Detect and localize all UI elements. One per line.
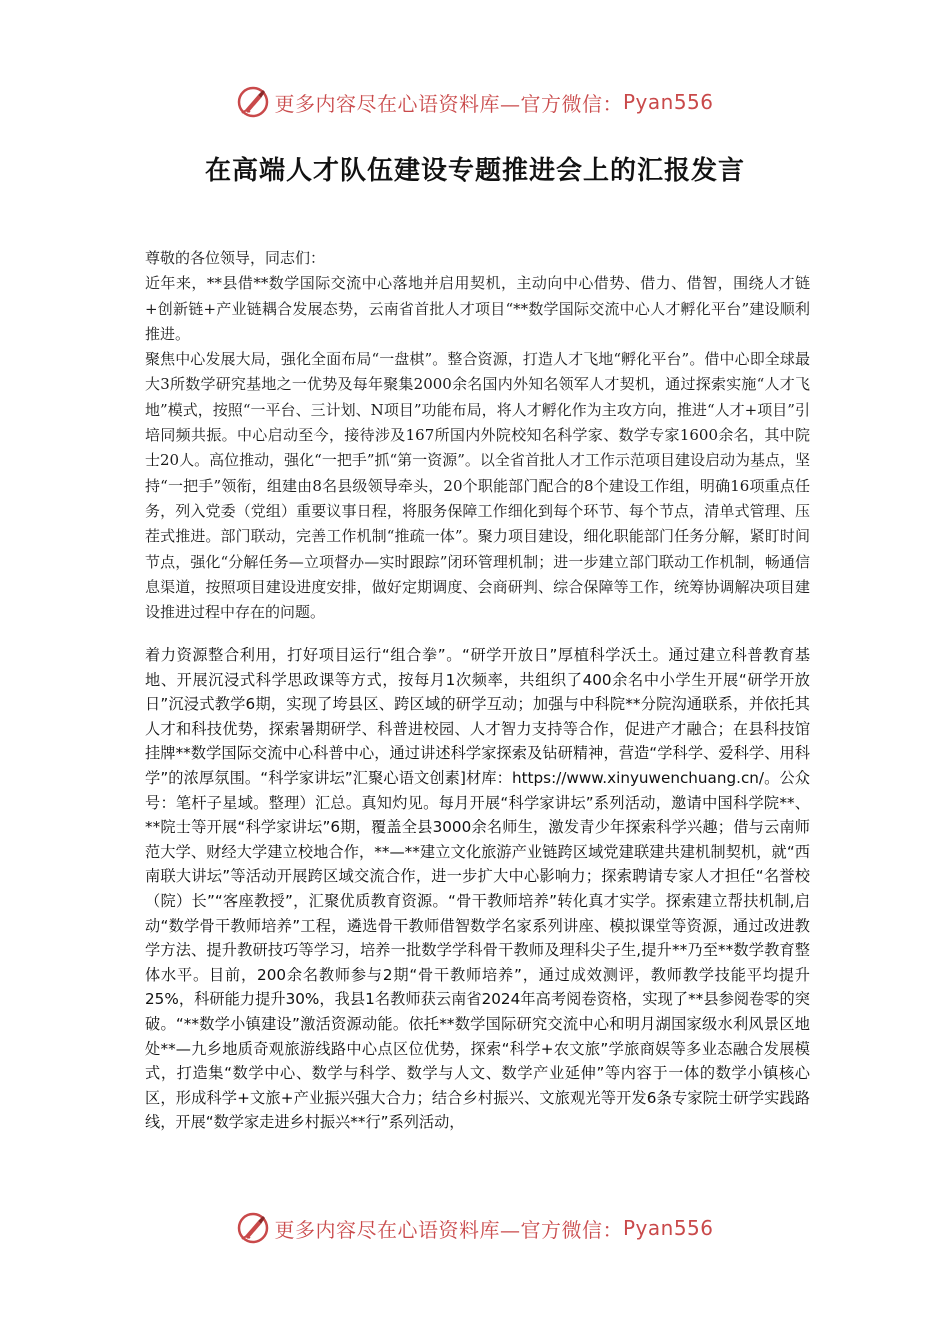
banner-text: 更多内容尽在心语资料库—官方微信： [274, 91, 623, 116]
paragraph-resources: 着力资源整合利用，打好项目运行“组合拳”。“研学开放日”厚植科学沃土。通过建立科普教育基地、开展沉浸式科学思政课等方式，按每月1次频率，共组织了400余名中小学生开展“研学开放日”沉浸式教学6期，实现了垮县区、跨区域的研学互动；加强与中科院**分院沟通联系，并依托其人才和科技优势，探索暑期研学、科普进校园、人才智力支持等合作，促进产才融合；在县科技馆挂牌**数学国际交流中心科普中心，通过讲述科学家探索及钻研精神，营造“学科学、爱科学、用科学”的浓厚氛围。“科学家讲坛”汇聚心语文创素]材库：https://www.xinyuwenchuang.cn/。公众号：笔杆子星域。整理）汇总。真知灼见。每月开展“科学家讲坛”系列活动，邀请中国科学院**、**院士等开展“科学家讲坛”6期，覆盖全县3000余名师生，激发青少年探索科学兴趣；借与云南师范大学、财经大学建立校地合作，**—**建立文化旅游产业链跨区域党建联建共建机制契机，就“西南联大讲坛”等活动开展跨区域交流合作，进一步扩大中心影响力；探索聘请专家人才担任“名誉校（院）长”“客座教授”，汇聚优质教育资源。“骨干教师培养”转化真才实学。探索建立帮扶机制,启动“数学骨干教师培养”工程，遴选骨干教师借智数学名家系列讲座、模拟课堂等资源，通过改进教学方法、提升教研技巧等学习，培养一批数学学科骨干教师及理科尖子生,提升**乃至**数学教育整体水平。目前，200余名教师参与2期“骨干教师培养”，通过成效测评，教师教学技能平均提升25%，科研能力提升30%，我县1名教师获云南省2024年高考阅卷资格，实现了**县参阅卷零的突破。“**数学小镇建设”激活资源动能。依托**数学国际研究交流中心和明月湖国家级水利风景区地处**—九乡地质奇观旅游线路中心点区位优势，探索“科学+农文旅”学旅商娱等多业态融合发展模式，打造集“数学中心、数学与科学、数学与人文、数学产业延伸”等内容于一体的数学小镇核心区，形成科学+文旅+产业振兴强大合力；结合乡村振兴、文旅观光等开发6条专家院士研学实践路线，开展“数学家走进乡村振兴**行”系列活动， [145, 646, 810, 1132]
paragraph-intro: 近年来，**县借**数学国际交流中心落地并启用契机，主动向中心借势、借力、借智，围绕人才链+创新链+产业链耦合发展态势，云南省首批人才项目“**数学国际交流中心人才孵化平台”建设顺利推进。 [145, 274, 810, 343]
document-body-continued [145, 643, 810, 1135]
paragraph-layout: 聚焦中心发展大局，强化全面布局“一盘棋”。整合资源，打造人才飞地“孵化平台”。借中心即全球最大3所数学研究基地之一优势及每年聚集2000余名国内外知名领军人才契机，通过探索实施“人才飞地”模式，按照“一平台、三计划、N项目”功能布局，将人才孵化作为主攻方向，推进“人才+项目”引培同频共振。中心启动至今，接待涉及167所国内外院校知名科学家、数学专家1600余名，其中院士20人。高位推动，强化“一把手”抓“第一资源”。以全省首批人才工作示范项目建设启动为基点，坚持“一把手”领衔，组建由8名县级领导牵头，20个职能部门配合的8个建设工作组，明确16项重点任务，列入党委（党组）重要议事日程，将服务保障工作细化到每个环节、每个节点，清单式管理、压茬式推进。部门联动，完善工作机制“推疏一体”。聚力项目建设，细化职能部门任务分解，紧盯时间节点，强化“分解任务—立项督办—实时跟踪”闭环管理机制；进一步建立部门联动工作机制，畅通信息渠道，按照项目建设进度安排，做好定期调度、会商研判、综合保障等工作，统筹协调解决项目建设推进过程中存在的问题。 [145, 350, 810, 622]
greeting: 尊敬的各位领导，同志们： [145, 249, 326, 267]
document-title: 在高端人才队伍建设专题推进会上的汇报发言 [204, 156, 745, 186]
pen-logo-icon [236, 85, 270, 119]
header-banner [0, 82, 950, 122]
wechat-id: Pyan556 [622, 90, 714, 114]
pen-logo-icon [236, 1211, 270, 1245]
banner-text: 更多内容尽在心语资料库—官方微信： [274, 1217, 623, 1242]
document-body [145, 246, 810, 625]
footer-banner [0, 1208, 950, 1248]
wechat-id: Pyan556 [622, 1216, 714, 1240]
